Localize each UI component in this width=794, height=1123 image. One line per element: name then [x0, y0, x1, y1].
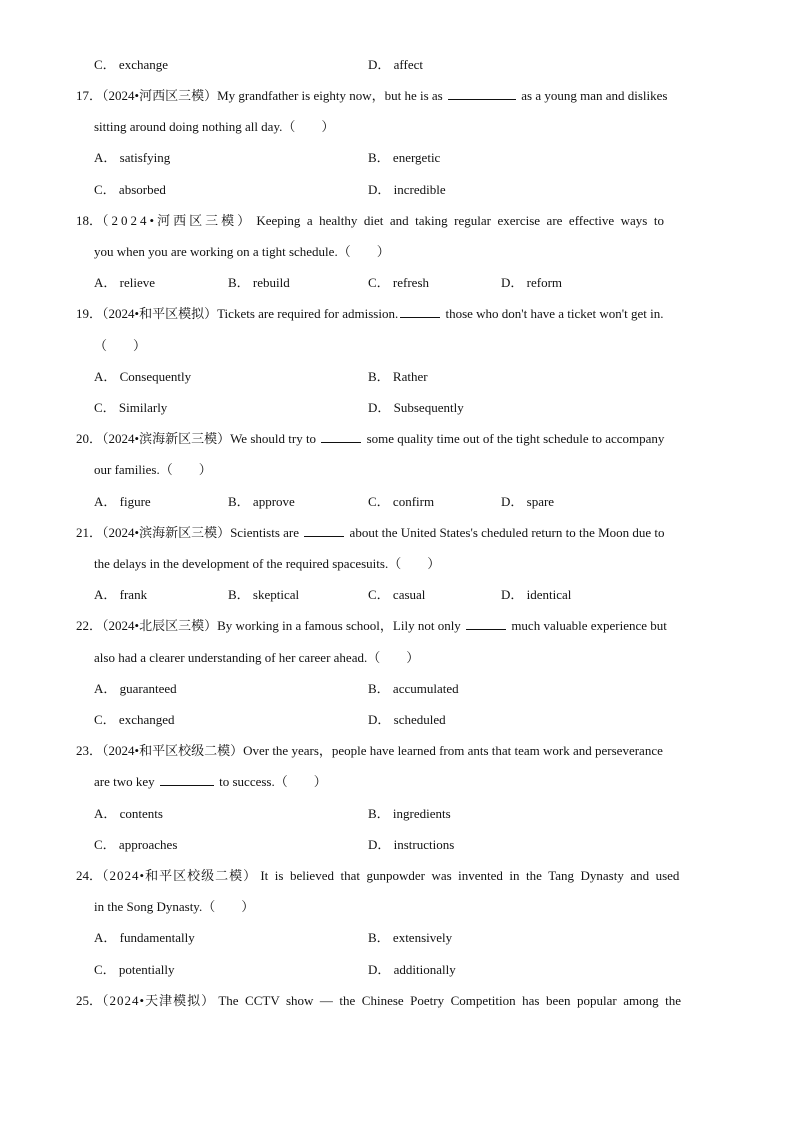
- question-number: 22．: [76, 618, 103, 633]
- option-a[interactable]: A． contents: [94, 806, 163, 821]
- option-a[interactable]: A． fundamentally: [94, 930, 195, 945]
- question-stem: Keeping a healthy diet and taking regular exercise are effective ways to: [256, 213, 664, 228]
- question-stem: Over the years，people have learned from ants that team work and perseverance: [243, 743, 663, 758]
- question-number: 19．: [76, 306, 103, 321]
- question-stem: My grandfather is eighty now，but he is as: [217, 88, 443, 103]
- option-c[interactable]: C． approaches: [94, 837, 178, 852]
- question-source: （2024•河西区三模）: [102, 213, 254, 228]
- question-source: （2024•滨海新区三模）: [102, 525, 231, 540]
- option-b[interactable]: B． energetic: [368, 150, 441, 165]
- question-source: （2024•天津模拟）: [102, 993, 216, 1008]
- question-stem-continued: you when you are working on a tight schedule.（ ）: [94, 244, 390, 259]
- question-stem: We should try to: [230, 431, 317, 446]
- option-d[interactable]: D． instructions: [368, 837, 455, 852]
- option-b[interactable]: B． extensively: [368, 930, 453, 945]
- option-b[interactable]: B． accumulated: [368, 681, 459, 696]
- question-stem-continued: the delays in the development of the required spacesuits.（ ）: [94, 556, 441, 571]
- question-stem: The CCTV show — the Chinese Poetry Competition has been popular among the: [218, 993, 681, 1008]
- option-d[interactable]: D． identical: [501, 587, 572, 602]
- option-c[interactable]: C． potentially: [94, 962, 175, 977]
- question-source: （2024•滨海新区三模）: [102, 431, 231, 446]
- option-d[interactable]: D． reform: [501, 275, 563, 290]
- question-source: （2024•和平区模拟）: [102, 306, 218, 321]
- option-c[interactable]: C． exchanged: [94, 712, 175, 727]
- question-stem-continued: （ ）: [94, 338, 147, 353]
- question-stem: It is believed that gunpowder was invented in the Tang Dynasty and used: [260, 868, 680, 883]
- question-source: （2024•和平区校级二模）: [102, 868, 258, 883]
- option-c[interactable]: C． Similarly: [94, 400, 168, 415]
- answer-blank: [304, 523, 344, 537]
- option-b[interactable]: B． rebuild: [228, 275, 290, 290]
- question-number: 25．: [76, 993, 103, 1008]
- question-source: （2024•北辰区三模）: [102, 618, 218, 633]
- question-number: 24．: [76, 868, 103, 883]
- question-source: （2024•河西区三模）: [102, 88, 218, 103]
- answer-blank: [321, 429, 361, 443]
- option-c: C． exchange: [94, 57, 169, 72]
- option-c[interactable]: C． refresh: [368, 275, 430, 290]
- question-source: （2024•和平区校级二模）: [102, 743, 244, 758]
- question-number: 23．: [76, 743, 103, 758]
- question-stem-continued: are two key: [94, 774, 155, 789]
- question-number: 18．: [76, 213, 103, 228]
- option-b[interactable]: B． approve: [228, 494, 295, 509]
- question-stem-continued: sitting around doing nothing all day.（ ）: [94, 119, 335, 134]
- option-c[interactable]: C． casual: [368, 587, 426, 602]
- question-number: 17．: [76, 88, 103, 103]
- option-a[interactable]: A． figure: [94, 494, 151, 509]
- option-d[interactable]: D． Subsequently: [368, 400, 464, 415]
- option-a[interactable]: A． frank: [94, 587, 148, 602]
- option-a[interactable]: A． relieve: [94, 275, 156, 290]
- option-c[interactable]: C． absorbed: [94, 182, 166, 197]
- option-b[interactable]: B． ingredients: [368, 806, 451, 821]
- question-stem: Tickets are required for admission.: [217, 306, 399, 321]
- question-stem-continued: our families.（ ）: [94, 462, 212, 477]
- option-c[interactable]: C． confirm: [368, 494, 435, 509]
- option-a[interactable]: A． guaranteed: [94, 681, 177, 696]
- answer-blank: [160, 772, 214, 786]
- question-number: 21．: [76, 525, 103, 540]
- option-d[interactable]: D． incredible: [368, 182, 446, 197]
- question-16-options: [0, 55, 794, 75]
- option-d[interactable]: D． scheduled: [368, 712, 446, 727]
- option-d[interactable]: D． spare: [501, 494, 555, 509]
- option-b[interactable]: B． Rather: [368, 369, 428, 384]
- option-d[interactable]: D． additionally: [368, 962, 456, 977]
- question-stem-continued: in the Song Dynasty.（ ）: [94, 899, 255, 914]
- answer-blank: [400, 304, 440, 318]
- question-stem: Scientists are: [230, 525, 300, 540]
- question-number: 20．: [76, 431, 103, 446]
- answer-blank: [448, 86, 516, 100]
- question-stem: By working in a famous school，Lily not only: [217, 618, 461, 633]
- option-d: D． affect: [368, 57, 423, 72]
- option-b[interactable]: B． skeptical: [228, 587, 300, 602]
- option-a[interactable]: A． satisfying: [94, 150, 171, 165]
- option-a[interactable]: A． Consequently: [94, 369, 192, 384]
- question-stem-continued: also had a clearer understanding of her career ahead.（ ）: [94, 650, 420, 665]
- answer-blank: [466, 616, 506, 630]
